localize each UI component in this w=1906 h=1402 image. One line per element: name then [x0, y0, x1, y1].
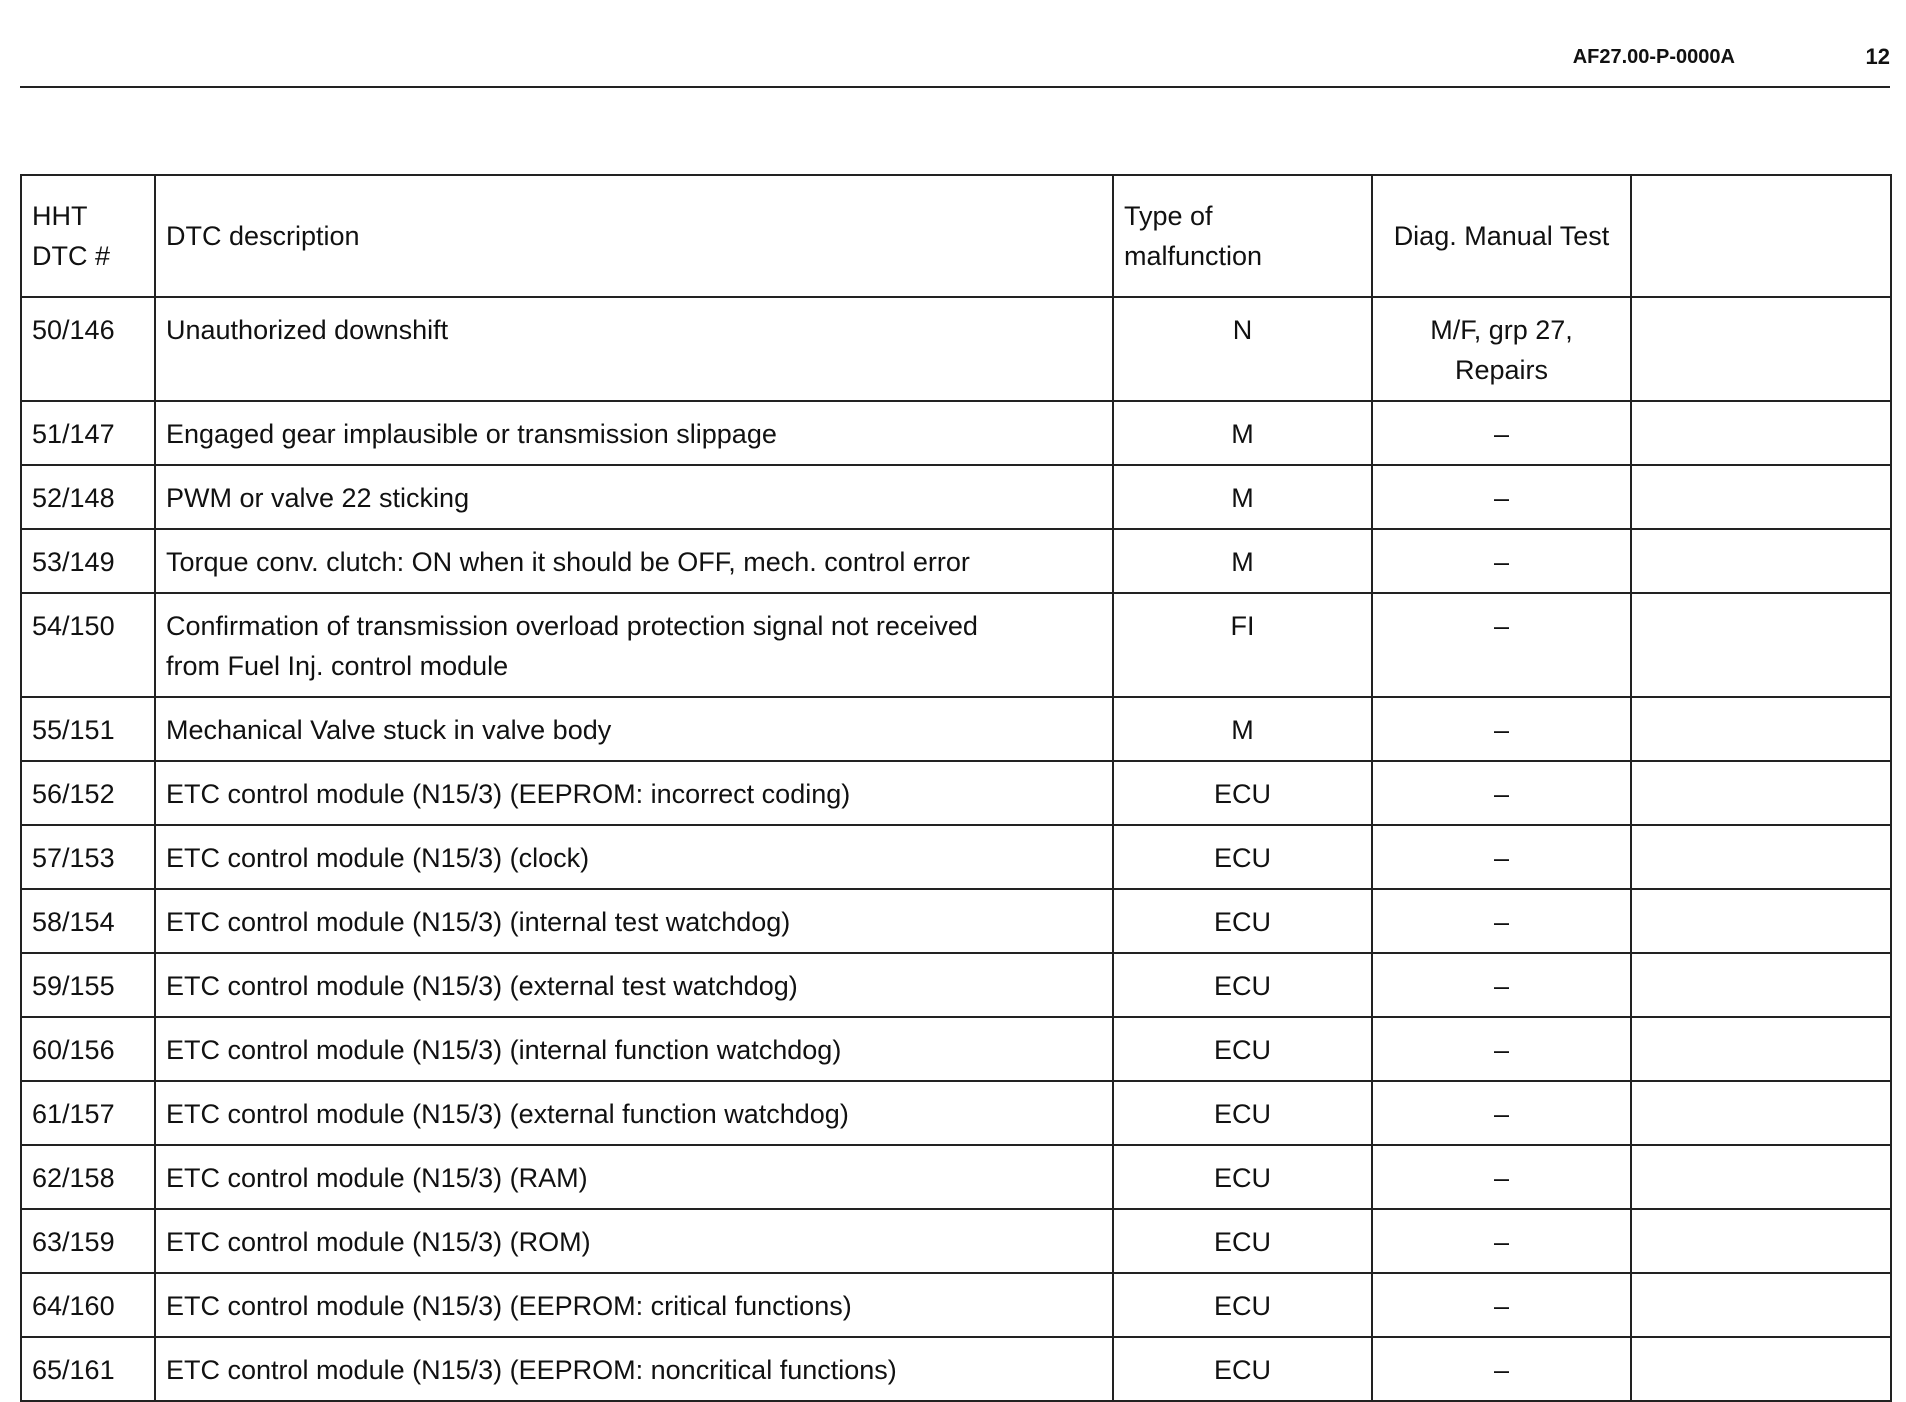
table-row [21, 1337, 1891, 1401]
dtc-code: 63/159 [21, 1209, 155, 1273]
table-row [21, 953, 1891, 1017]
dtc-code: 61/157 [21, 1081, 155, 1145]
table-row [21, 889, 1891, 953]
table-row [21, 761, 1891, 825]
extra-cell [1631, 297, 1891, 401]
malfunction-type: ECU [1113, 889, 1372, 953]
header-code-line2: DTC # [32, 241, 111, 271]
dtc-code: 52/148 [21, 465, 155, 529]
diag-test: – [1372, 401, 1631, 465]
dtc-description-line1: Confirmation of transmission overload protection signal not received [166, 611, 978, 641]
extra-cell [1631, 953, 1891, 1017]
document-id: AF27.00-P-0000A [1572, 46, 1735, 68]
extra-cell [1631, 401, 1891, 465]
diag-test: – [1372, 761, 1631, 825]
malfunction-type: ECU [1113, 1081, 1372, 1145]
header-description: DTC description [155, 175, 1113, 297]
header-code-line1: HHT [32, 201, 88, 231]
dtc-description: ETC control module (N15/3) (external function watchdog) [155, 1081, 1113, 1145]
extra-cell [1631, 889, 1891, 953]
dtc-description: ETC control module (N15/3) (internal test watchdog) [155, 889, 1113, 953]
dtc-code: 57/153 [21, 825, 155, 889]
malfunction-type: ECU [1113, 825, 1372, 889]
malfunction-type: FI [1113, 593, 1372, 697]
diag-test [1372, 297, 1631, 401]
table-row [21, 825, 1891, 889]
extra-cell [1631, 1273, 1891, 1337]
dtc-description: ETC control module (N15/3) (EEPROM: critical functions) [155, 1273, 1113, 1337]
dtc-description [155, 593, 1113, 697]
dtc-code: 58/154 [21, 889, 155, 953]
dtc-code: 54/150 [21, 593, 155, 697]
page-number: 12 [1865, 44, 1890, 69]
extra-cell [1631, 1145, 1891, 1209]
dtc-description: ETC control module (N15/3) (clock) [155, 825, 1113, 889]
table-row [21, 1017, 1891, 1081]
dtc-description: Unauthorized downshift [155, 297, 1113, 401]
table-row [21, 697, 1891, 761]
diag-test: – [1372, 1145, 1631, 1209]
dtc-description: ETC control module (N15/3) (internal function watchdog) [155, 1017, 1113, 1081]
diag-test-line1: M/F, grp 27, [1430, 315, 1573, 345]
dtc-description: ETC control module (N15/3) (ROM) [155, 1209, 1113, 1273]
dtc-table [20, 174, 1892, 1402]
table-row [21, 1145, 1891, 1209]
extra-cell [1631, 593, 1891, 697]
dtc-code: 55/151 [21, 697, 155, 761]
diag-test: – [1372, 697, 1631, 761]
diag-test: – [1372, 593, 1631, 697]
dtc-code: 64/160 [21, 1273, 155, 1337]
dtc-description: PWM or valve 22 sticking [155, 465, 1113, 529]
malfunction-type: M [1113, 465, 1372, 529]
dtc-code: 53/149 [21, 529, 155, 593]
extra-cell [1631, 825, 1891, 889]
dtc-description: ETC control module (N15/3) (RAM) [155, 1145, 1113, 1209]
diag-test: – [1372, 825, 1631, 889]
malfunction-type: M [1113, 529, 1372, 593]
dtc-code: 65/161 [21, 1337, 155, 1401]
dtc-description: ETC control module (N15/3) (external test watchdog) [155, 953, 1113, 1017]
diag-test: – [1372, 1017, 1631, 1081]
diag-test: – [1372, 529, 1631, 593]
diag-test-line2: Repairs [1454, 355, 1549, 385]
table-row [21, 1273, 1891, 1337]
extra-cell [1631, 1209, 1891, 1273]
extra-cell [1631, 529, 1891, 593]
extra-cell [1631, 1017, 1891, 1081]
diag-test: – [1372, 1337, 1631, 1401]
malfunction-type: ECU [1113, 1273, 1372, 1337]
dtc-code: 60/156 [21, 1017, 155, 1081]
dtc-code: 59/155 [21, 953, 155, 1017]
header-extra [1631, 175, 1891, 297]
malfunction-type: ECU [1113, 953, 1372, 1017]
malfunction-type: ECU [1113, 1145, 1372, 1209]
diag-test: – [1372, 465, 1631, 529]
table-row [21, 297, 1891, 401]
header-code [21, 175, 155, 297]
diag-test: – [1372, 1273, 1631, 1337]
table-row [21, 401, 1891, 465]
dtc-code: 51/147 [21, 401, 155, 465]
table-row [21, 1209, 1891, 1273]
diag-test: – [1372, 1081, 1631, 1145]
header-type [1113, 175, 1372, 297]
malfunction-type: ECU [1113, 1017, 1372, 1081]
malfunction-type: M [1113, 697, 1372, 761]
page-header [20, 0, 1890, 88]
malfunction-type: ECU [1113, 761, 1372, 825]
malfunction-type: M [1113, 401, 1372, 465]
extra-cell [1631, 1081, 1891, 1145]
dtc-code: 50/146 [21, 297, 155, 401]
malfunction-type: N [1113, 297, 1372, 401]
dtc-description: Torque conv. clutch: ON when it should be OFF, mech. control error [155, 529, 1113, 593]
dtc-description: ETC control module (N15/3) (EEPROM: noncritical functions) [155, 1337, 1113, 1401]
dtc-code: 62/158 [21, 1145, 155, 1209]
dtc-description-line2: from Fuel Inj. control module [166, 651, 509, 681]
malfunction-type: ECU [1113, 1209, 1372, 1273]
diag-test: – [1372, 953, 1631, 1017]
diag-test: – [1372, 1209, 1631, 1273]
extra-cell [1631, 465, 1891, 529]
extra-cell [1631, 1337, 1891, 1401]
extra-cell [1631, 761, 1891, 825]
header-type-line2: malfunction [1124, 241, 1263, 271]
dtc-description: Mechanical Valve stuck in valve body [155, 697, 1113, 761]
header-type-line1: Type of [1124, 201, 1213, 231]
diag-test: – [1372, 889, 1631, 953]
table-row [21, 1081, 1891, 1145]
extra-cell [1631, 697, 1891, 761]
dtc-description: Engaged gear implausible or transmission slippage [155, 401, 1113, 465]
header-diag: Diag. Manual Test [1372, 175, 1631, 297]
table-header-row [21, 175, 1891, 297]
dtc-description: ETC control module (N15/3) (EEPROM: incorrect coding) [155, 761, 1113, 825]
malfunction-type: ECU [1113, 1337, 1372, 1401]
table-row [21, 593, 1891, 697]
dtc-code: 56/152 [21, 761, 155, 825]
table-row [21, 529, 1891, 593]
table-row [21, 465, 1891, 529]
